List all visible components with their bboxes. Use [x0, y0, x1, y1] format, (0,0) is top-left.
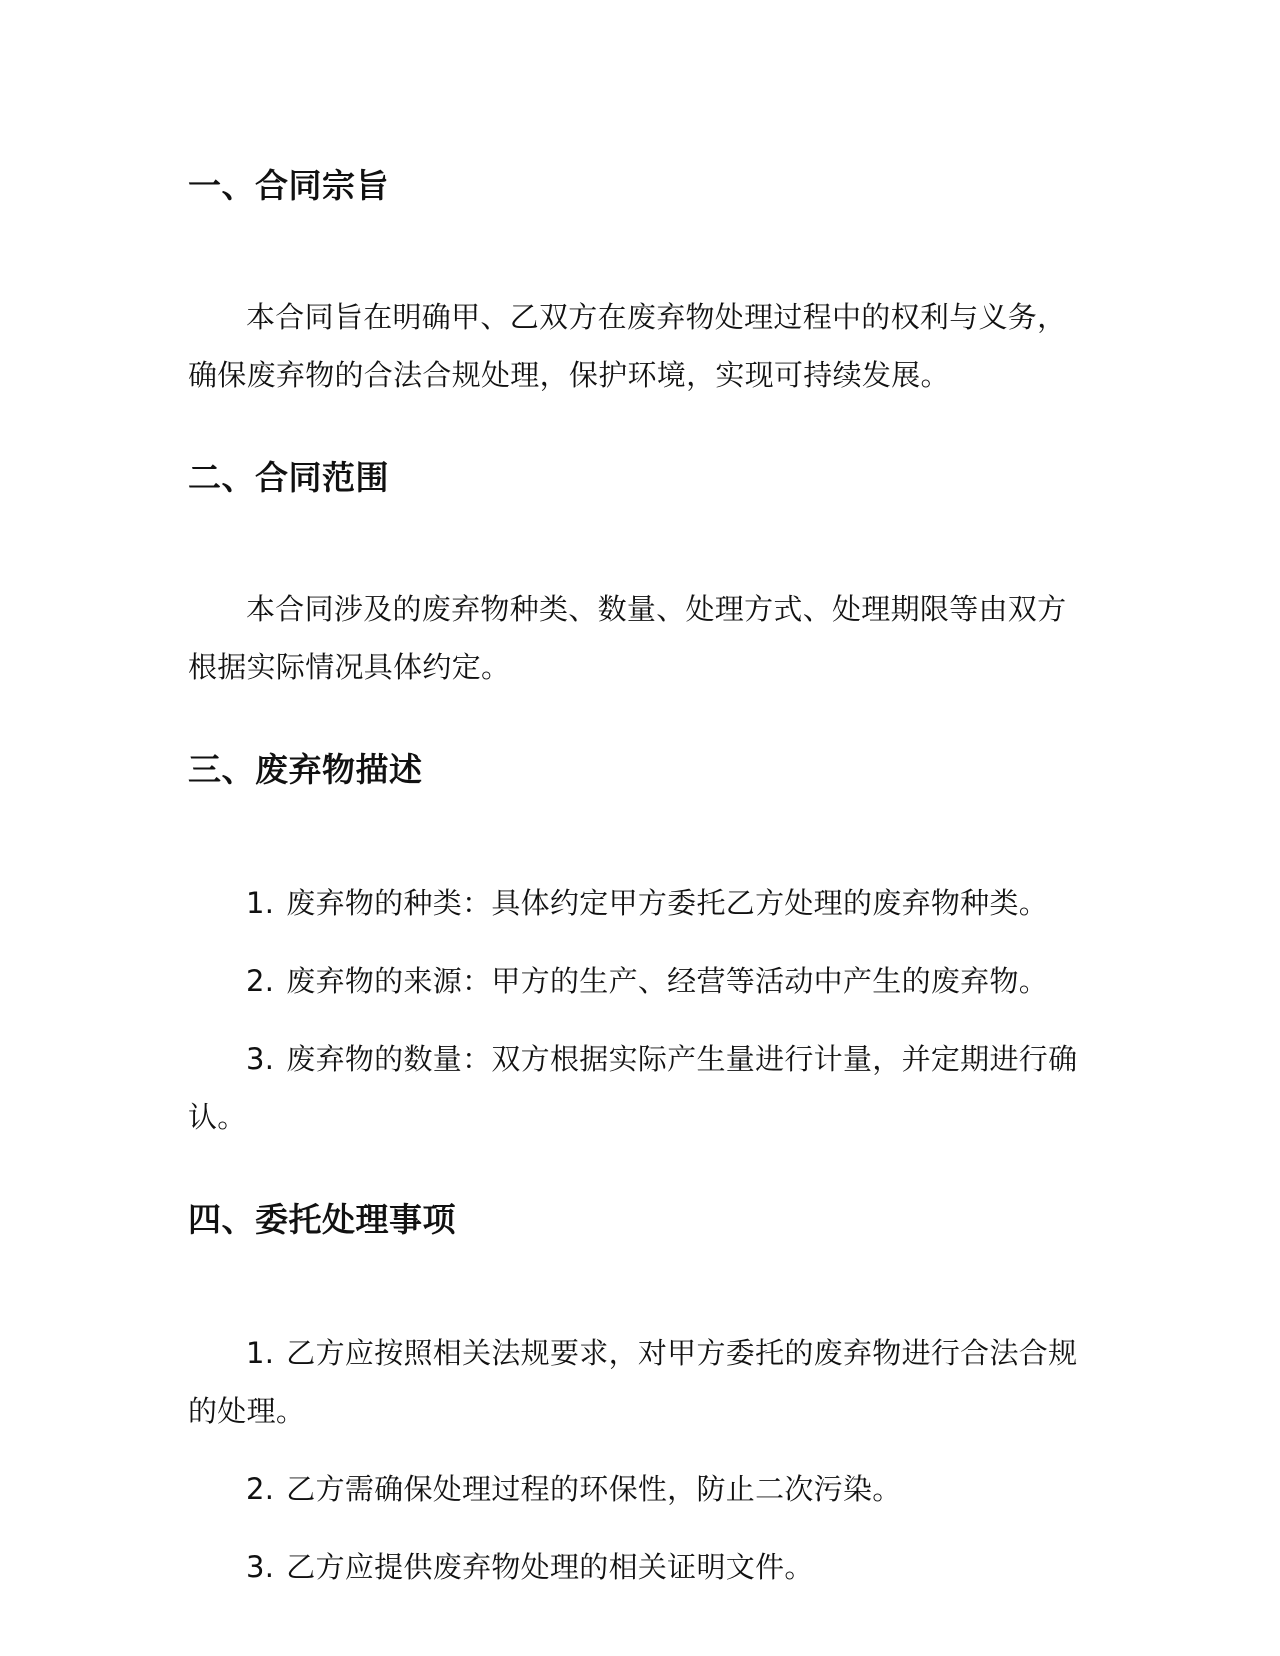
list-item-number: 2. [246, 964, 275, 998]
list-item [188, 952, 1088, 1010]
list-item [188, 1460, 1088, 1518]
list-item-text: 乙方应提供废弃物处理的相关证明文件。 [286, 1550, 814, 1584]
list-item [188, 874, 1088, 932]
list-item-text: 废弃物的来源：甲方的生产、经营等活动中产生的废弃物。 [286, 964, 1049, 998]
section-paragraph-scope: 本合同涉及的废弃物种类、数量、处理方式、处理期限等由双方根据实际情况具体约定。 [188, 592, 1067, 684]
section-paragraph-purpose: 本合同旨在明确甲、乙双方在废弃物处理过程中的权利与义务，确保废弃物的合法合规处理，保护环境，实现可持续发展。 [188, 300, 1067, 392]
section-heading-waste-description: 三、废弃物描述 [188, 750, 423, 789]
list-item-number: 3. [246, 1042, 275, 1076]
list-item-text: 废弃物的数量：双方根据实际产生量进行计量，并定期进行确认。 [188, 1042, 1078, 1134]
section-heading-entrusted-matters: 四、委托处理事项 [188, 1200, 456, 1239]
list-item [188, 1538, 1088, 1596]
list-item-number: 2. [246, 1472, 275, 1506]
list-item-number: 1. [246, 886, 275, 920]
list-item-number: 1. [246, 1336, 275, 1370]
list-item-text: 乙方应按照相关法规要求，对甲方委托的废弃物进行合法合规的处理。 [188, 1336, 1078, 1428]
list-item-text: 乙方需确保处理过程的环保性，防止二次污染。 [286, 1472, 902, 1506]
list-item [188, 1030, 1088, 1146]
list-item-number: 3. [246, 1550, 275, 1584]
list-item [188, 1324, 1088, 1440]
list-item-text: 废弃物的种类：具体约定甲方委托乙方处理的废弃物种类。 [286, 886, 1049, 920]
section-heading-scope: 二、合同范围 [188, 458, 389, 497]
section-heading-purpose: 一、合同宗旨 [188, 166, 389, 205]
document-body [188, 150, 1088, 1596]
